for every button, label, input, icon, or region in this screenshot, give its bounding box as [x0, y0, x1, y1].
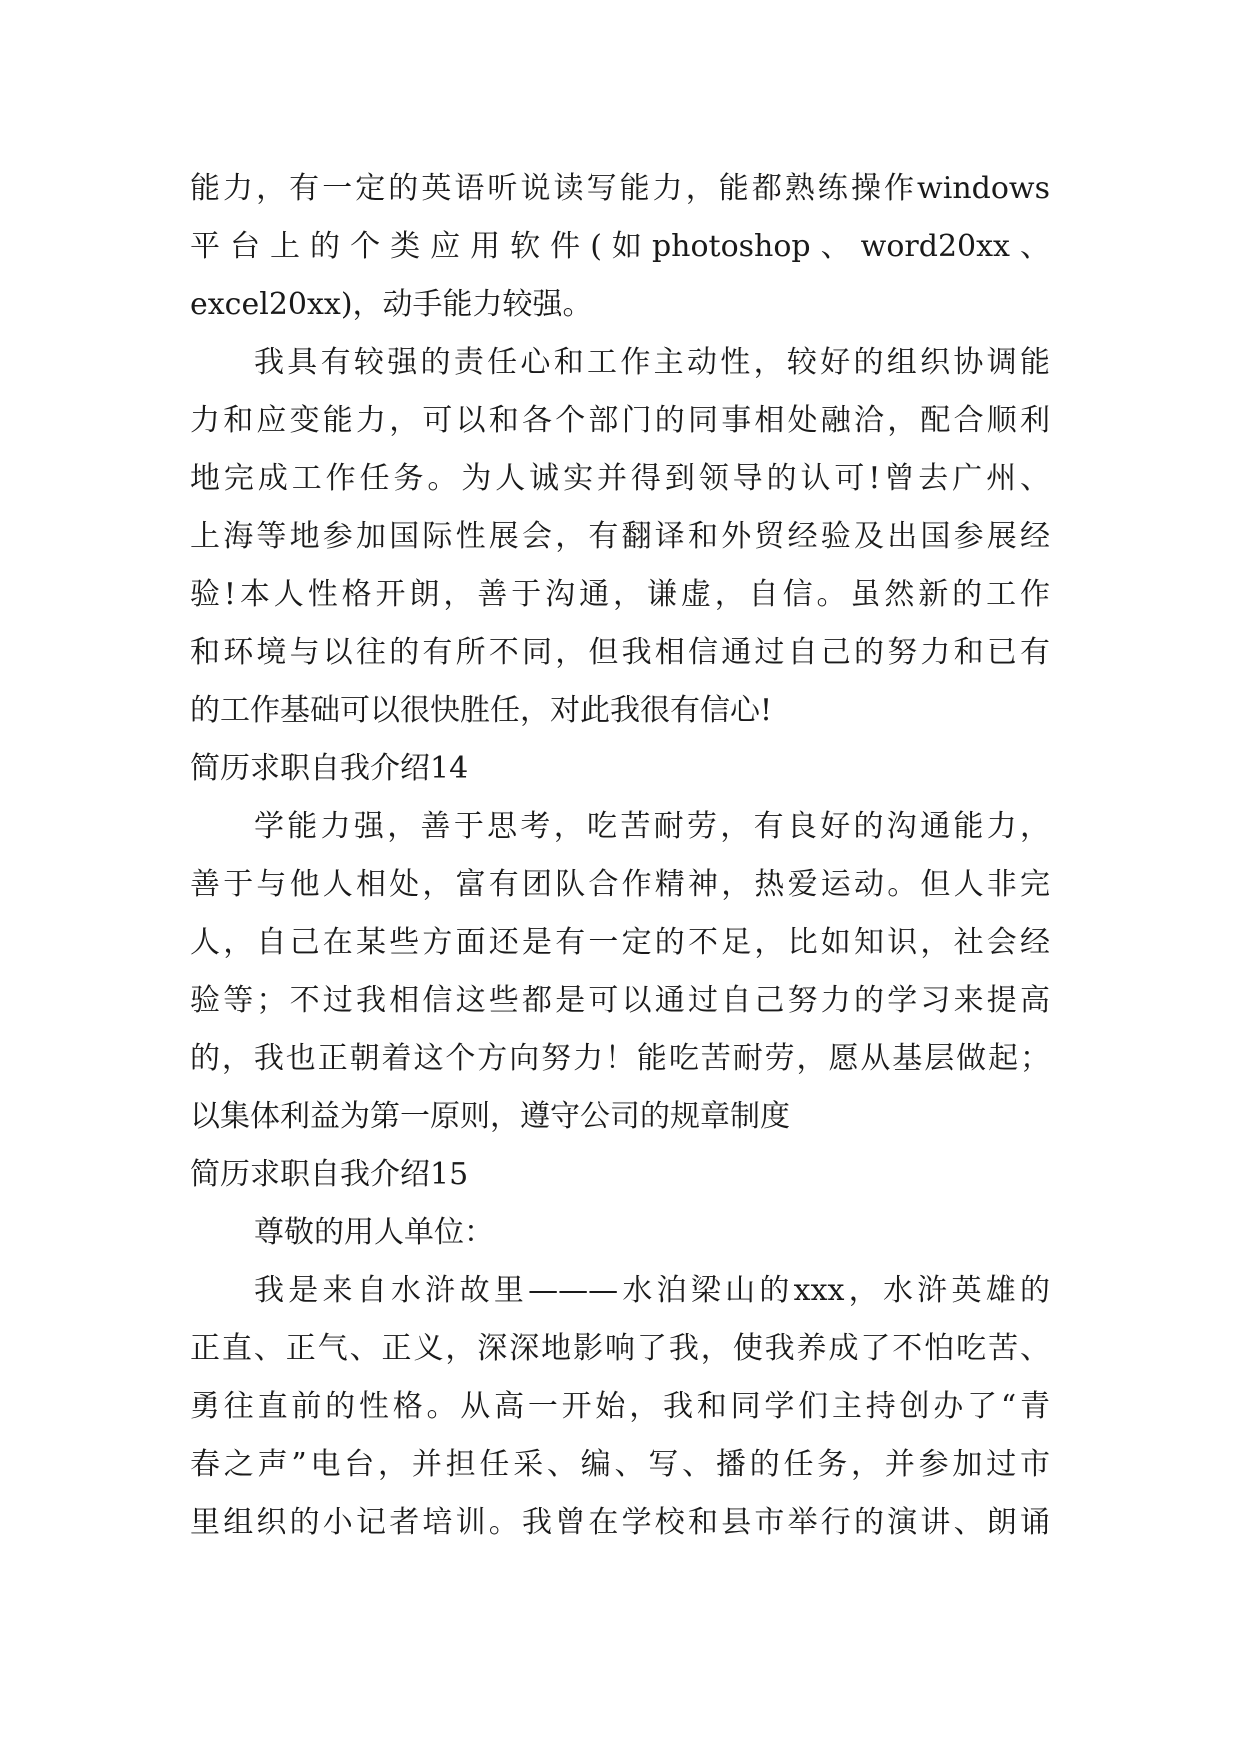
section-heading: 简历求职自我介绍15 [190, 1157, 469, 1192]
text-line: 力和应变能力，可以和各个部门的同事相处融洽，配合顺利 [190, 403, 1050, 438]
text-line: 里组织的小记者培训。我曾在学校和县市举行的演讲、朗诵 [190, 1505, 1050, 1540]
text-line: 春之声”电台，并担任采、编、写、播的任务，并参加过市 [190, 1447, 1050, 1482]
text-line: 的工作基础可以很快胜任，对此我很有信心! [190, 693, 773, 728]
text-line: 和环境与以往的有所不同，但我相信通过自己的努力和已有 [190, 635, 1050, 670]
text-line: 以集体利益为第一原则，遵守公司的规章制度 [190, 1099, 790, 1134]
paragraph-first-line: 我具有较强的责任心和工作主动性，较好的组织协调能 [254, 345, 1050, 380]
text-line: 勇往直前的性格。从高一开始，我和同学们主持创办了“青 [190, 1389, 1050, 1424]
paragraph-first-line: 学能力强，善于思考，吃苦耐劳，有良好的沟通能力， [254, 809, 1050, 844]
text-line: 平台上的个类应用软件(如photoshop、word20xx、 [190, 229, 1050, 264]
paragraph-first-line: 我是来自水浒故里———水泊梁山的xxx，水浒英雄的 [254, 1273, 1050, 1308]
text-line: 正直、正气、正义，深深地影响了我，使我养成了不怕吃苦、 [190, 1331, 1050, 1366]
text-line: 能力，有一定的英语听说读写能力，能都熟练操作windows [190, 171, 1050, 206]
section-heading: 简历求职自我介绍14 [190, 751, 469, 786]
text-line: 人，自己在某些方面还是有一定的不足，比如知识，社会经 [190, 925, 1050, 960]
text-line: 善于与他人相处，富有团队合作精神，热爱运动。但人非完 [190, 867, 1050, 902]
text-line: excel20xx)，动手能力较强。 [190, 287, 593, 322]
document-page [190, 160, 1050, 1552]
text-line: 上海等地参加国际性展会，有翻译和外贸经验及出国参展经 [190, 519, 1050, 554]
text-line: 地完成工作任务。为人诚实并得到领导的认可!曾去广州、 [190, 461, 1050, 496]
salutation: 尊敬的用人单位： [254, 1215, 494, 1250]
text-line: 的，我也正朝着这个方向努力！能吃苦耐劳，愿从基层做起； [190, 1041, 1050, 1076]
text-line: 验!本人性格开朗，善于沟通，谦虚，自信。虽然新的工作 [190, 577, 1050, 612]
text-line: 验等；不过我相信这些都是可以通过自己努力的学习来提高 [190, 983, 1050, 1018]
